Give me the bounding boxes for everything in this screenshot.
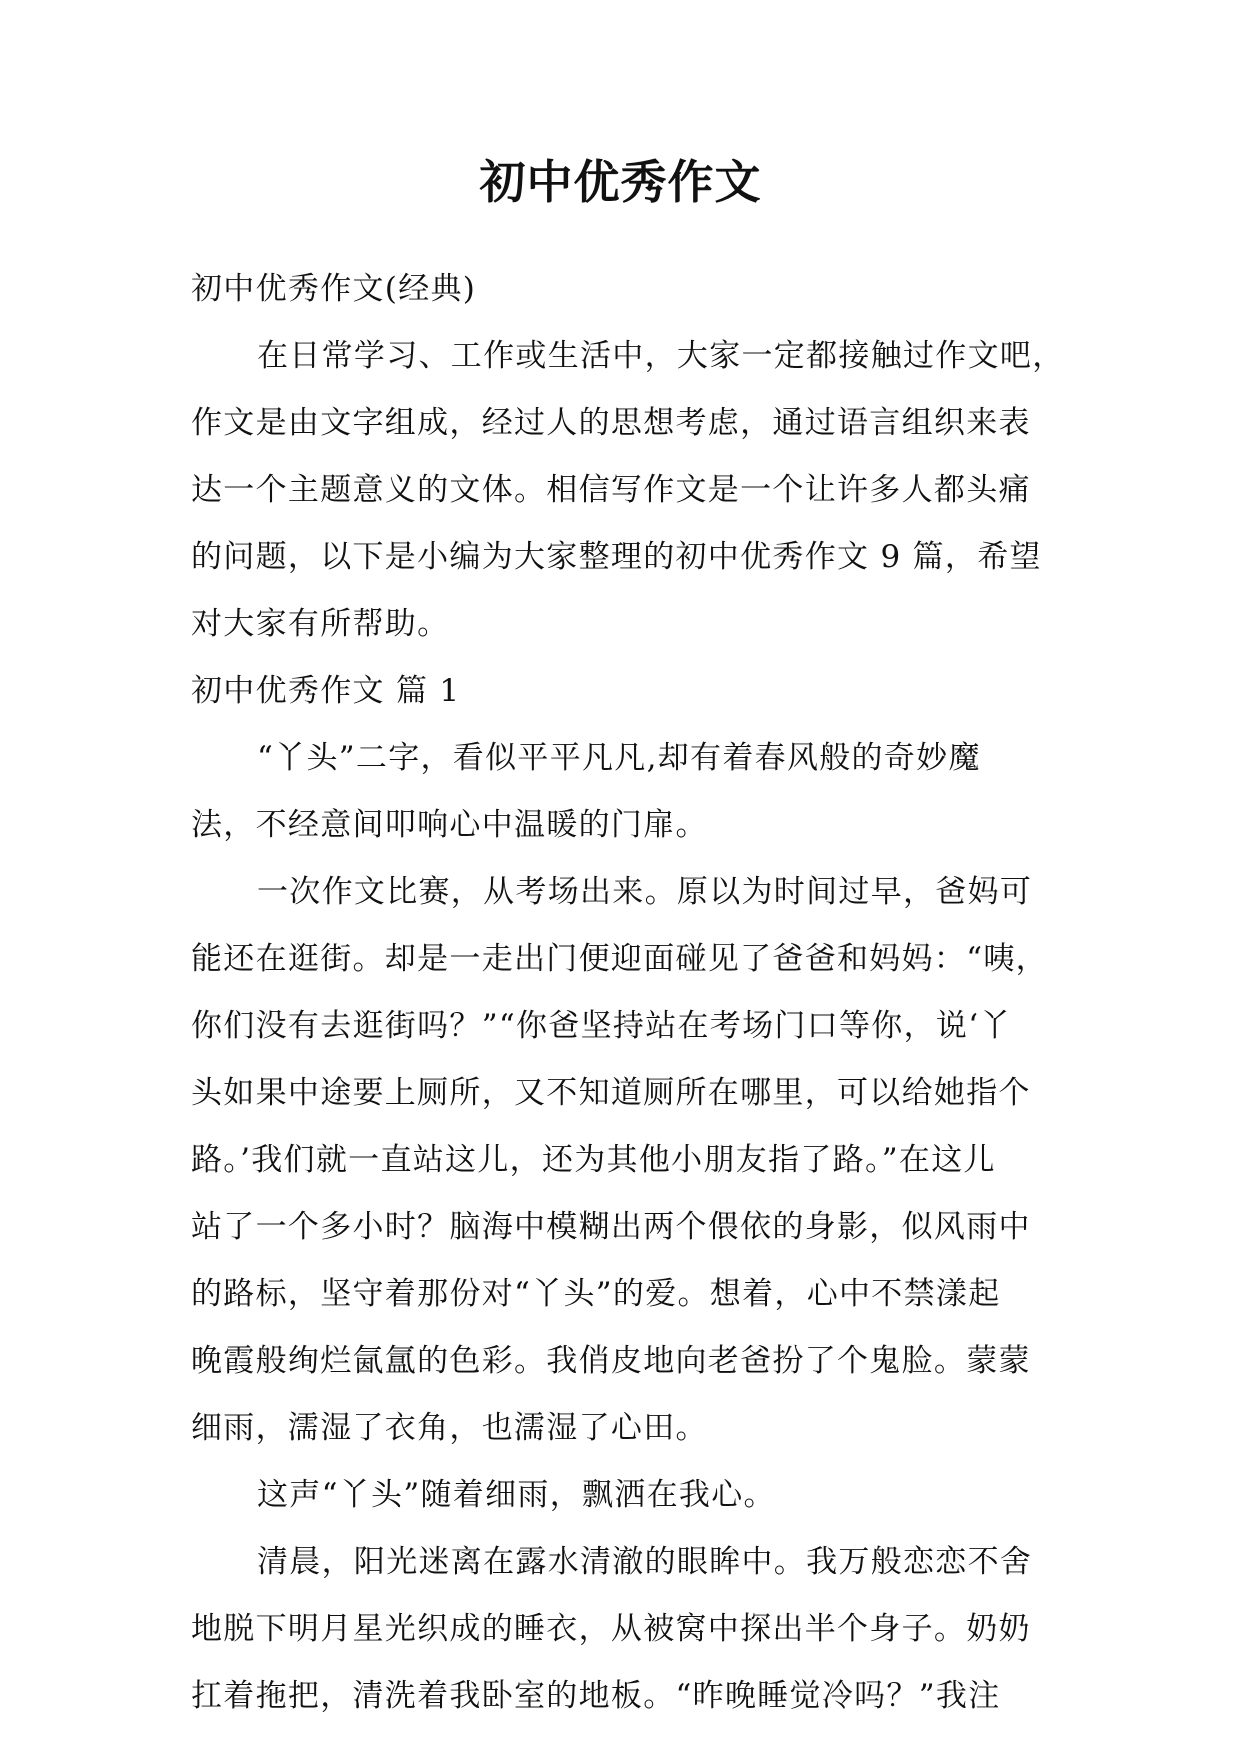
- paragraph-line: 地脱下明月星光织成的睡衣，从被窝中探出半个身子。奶奶: [191, 1611, 1031, 1647]
- paragraph-line: 在日常学习、工作或生活中，大家一定都接触过作文吧，: [257, 338, 1065, 374]
- document-title: 初中优秀作文: [479, 155, 762, 209]
- paragraph-line: 对大家有所帮助。: [191, 606, 450, 642]
- document-body: [191, 256, 1065, 1730]
- paragraph-line: “丫头”二字，看似平平凡凡,却有着春风般的奇妙魔: [257, 740, 981, 776]
- paragraph-line: 扛着拖把，清洗着我卧室的地板。“昨晚睡觉冷吗？”我注: [191, 1678, 1001, 1714]
- subtitle-line: 初中优秀作文(经典): [191, 271, 477, 307]
- paragraph-line: 清晨，阳光迷离在露水清澈的眼眸中。我万般恋恋不舍: [257, 1544, 1033, 1580]
- paragraph-line: 达一个主题意义的文体。相信写作文是一个让许多人都头痛: [191, 472, 1031, 508]
- paragraph-line: 细雨，濡湿了衣角，也濡湿了心田。: [191, 1410, 708, 1446]
- paragraph-line: 一次作文比赛，从考场出来。原以为时间过早，爸妈可: [257, 874, 1033, 910]
- paragraph-line: 这声“丫头”随着细雨，飘洒在我心。: [257, 1477, 776, 1513]
- paragraph-line: 路。’我们就一直站这儿，还为其他小朋友指了路。”在这儿: [191, 1142, 996, 1178]
- paragraph-line: 你们没有去逛街吗？”“你爸坚持站在考场门口等你，说‘丫: [191, 1008, 1012, 1044]
- paragraph-line: 站了一个多小时？脑海中模糊出两个偎依的身影，似风雨中: [191, 1209, 1031, 1245]
- paragraph-line: 作文是由文字组成，经过人的思想考虑，通过语言组织来表: [191, 405, 1031, 441]
- paragraph-line: 头如果中途要上厕所，又不知道厕所在哪里，可以给她指个: [191, 1075, 1031, 1111]
- paragraph-line: 晚霞般绚烂氤氲的色彩。我俏皮地向老爸扮了个鬼脸。蒙蒙: [191, 1343, 1031, 1379]
- paragraph-line: 的问题，以下是小编为大家整理的初中优秀作文 9 篇，希望: [191, 539, 1042, 575]
- section-heading: 初中优秀作文 篇 1: [191, 673, 461, 709]
- paragraph-line: 法，不经意间叩响心中温暖的门扉。: [191, 807, 708, 843]
- paragraph-line: 能还在逛街。却是一走出门便迎面碰见了爸爸和妈妈：“咦，: [191, 941, 1048, 977]
- paragraph-line: 的路标，坚守着那份对“丫头”的爱。想着，心中不禁漾起: [191, 1276, 1001, 1312]
